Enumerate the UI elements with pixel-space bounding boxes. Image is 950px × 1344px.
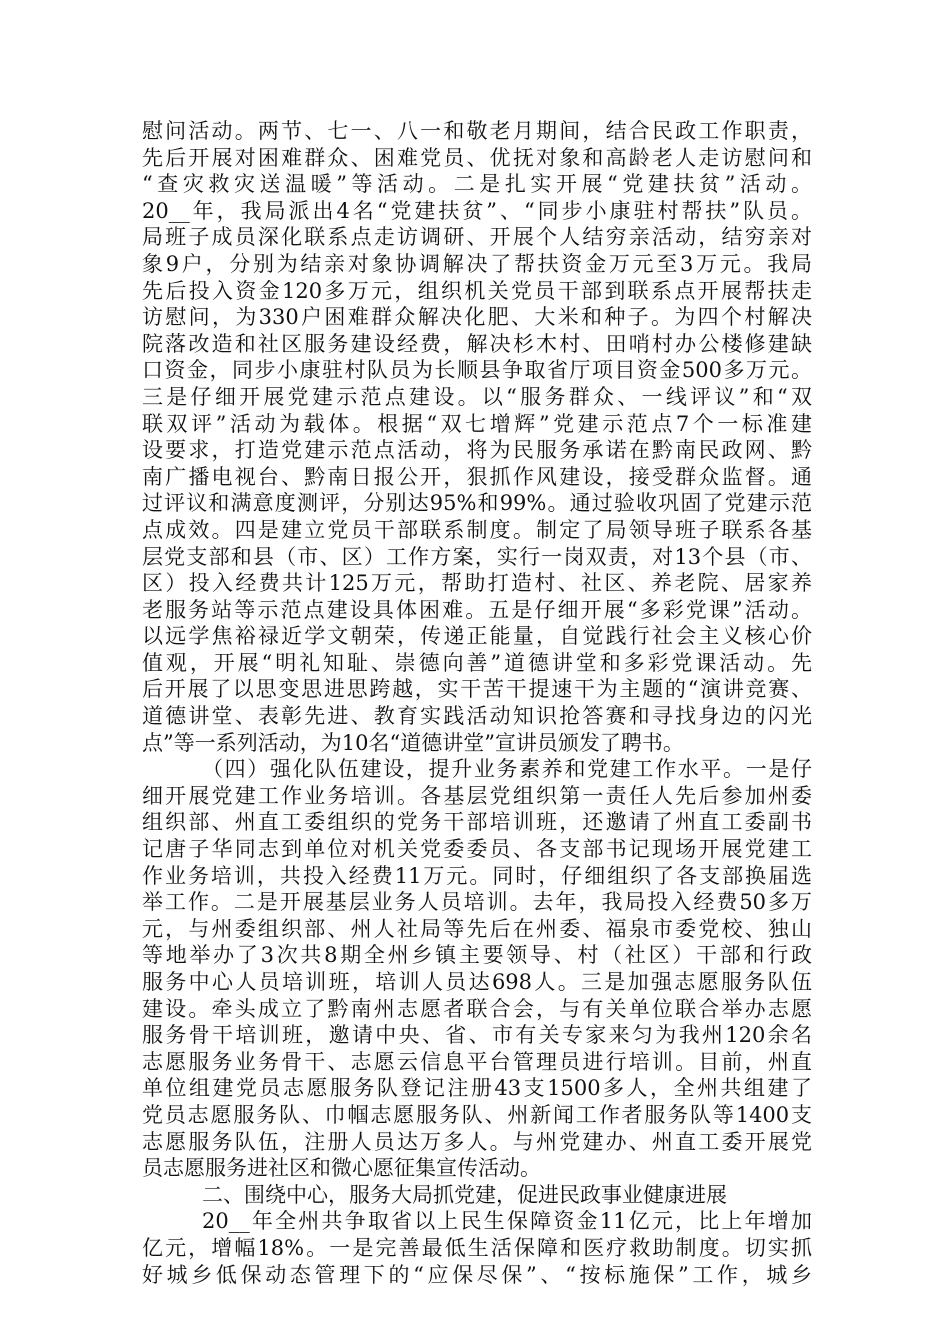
text-line: 以远学焦裕禄近学文朝荣，传递正能量，自觉践行社会主义核心价 — [142, 624, 812, 649]
text-line: 20__年，我局派出4名“党建扶贫”、“同步小康驻村帮扶”队员。 — [142, 198, 812, 223]
text-line: 作业务培训，共投入经费11万元。同时，仔细组织了各支部换届选 — [142, 863, 812, 888]
text-line: 志愿服务业务骨干、志愿云信息平台管理员进行培训。目前，州直 — [142, 1049, 812, 1074]
text-line: 联双评”活动为载体。根据“双七增辉”党建示范点7个一标准建 — [142, 411, 812, 436]
text-line: 服务中心人员培训班，培训人员达698人。三是加强志愿服务队伍 — [142, 970, 812, 994]
text-line: 过评议和满意度测评，分别达95%和99%。通过验收巩固了党建示范 — [142, 491, 812, 516]
text-line: 值观，开展“明礼知耻、崇德向善”道德讲堂和多彩党课活动。先 — [142, 650, 812, 675]
text-line: 组织部、州直工委组织的党务干部培训班，还邀请了州直工委副书 — [142, 810, 812, 835]
text-line: 员志愿服务进社区和微心愿征集宣传活动。 — [142, 1156, 541, 1181]
text-line: 党员志愿服务队、巾帼志愿服务队、州新闻工作者服务队等1400支 — [142, 1102, 812, 1127]
text-line: 服务骨干培训班，邀请中央、省、市有关专家来匀为我州120余名 — [142, 1023, 812, 1048]
text-line: 道德讲堂、表彰先进、教育实践活动知识抢答赛和寻找身边的闪光 — [142, 704, 812, 729]
text-line: 老服务站等示范点建设具体困难。五是仔细开展“多彩党课”活动。 — [142, 597, 812, 622]
text-line: 元，与州委组织部、州人社局等先后在州委、福泉市委党校、独山 — [142, 916, 812, 941]
text-line: 层党支部和县（市、区）工作方案，实行一岗双责，对13个县（市、 — [142, 544, 812, 569]
text-line: 访慰问，为330户困难群众解决化肥、大米和种子。为四个村解决 — [142, 305, 812, 330]
section-heading: 二、围绕中心，服务大局抓党建，促进民政事业健康进展 — [202, 1182, 727, 1207]
text-line: 点”等一系列活动，为10名“道德讲堂”宣讲员颁发了聘书。 — [142, 730, 684, 755]
text-line: 三是仔细开展党建示范点建设。以“服务群众、一线评议”和“双 — [142, 384, 812, 409]
document-body — [142, 118, 812, 1288]
text-line: 细开展党建工作业务培训。各基层党组织第一责任人先后参加州委 — [142, 783, 812, 808]
text-line: 象9户，分别为结亲对象协调解决了帮扶资金万元至3万元。我局 — [142, 251, 812, 276]
text-line: 后开展了以思变思进思跨越，实干苦干提速干为主题的“演讲竞赛、 — [142, 677, 812, 702]
paragraph-start-line: 20__年全州共争取省以上民生保障资金11亿元，比上年增加 — [202, 1209, 812, 1234]
text-line: 亿元，增幅18%。一是完善最低生活保障和医疗救助制度。切实抓 — [142, 1235, 812, 1260]
text-line: 记唐子华同志到单位对机关党委委员、各支部书记现场开展党建工 — [142, 837, 812, 862]
text-line: 好城乡低保动态管理下的“应保尽保”、“按标施保”工作，城乡 — [142, 1262, 812, 1287]
text-line: 南广播电视台、黔南日报公开，狠抓作风建设，接受群众监督。通 — [142, 464, 812, 489]
text-line: “查灾救灾送温暖”等活动。二是扎实开展“党建扶贫”活动。 — [142, 172, 812, 197]
text-line: 口资金，同步小康驻村队员为长顺县争取省厅项目资金500多万元。 — [142, 358, 812, 383]
text-line: 单位组建党员志愿服务队登记注册43支1500多人，全州共组建了 — [142, 1076, 812, 1101]
text-line: 局班子成员深化联系点走访调研、开展个人结穷亲活动，结穷亲对 — [142, 225, 812, 250]
text-line: 等地举办了3次共8期全州乡镇主要领导、村（社区）干部和行政 — [142, 943, 812, 968]
text-line: 院落改造和社区服务建设经费，解决杉木村、田哨村办公楼修建缺 — [142, 331, 812, 356]
text-line: 建设。牵头成立了黔南州志愿者联合会，与有关单位联合举办志愿 — [142, 996, 812, 1021]
text-line: 举工作。二是开展基层业务人员培训。去年，我局投入经费50多万 — [142, 890, 812, 915]
text-line: 志愿服务队伍，注册人员达万多人。与州党建办、州直工委开展党 — [142, 1129, 812, 1154]
text-line: 点成效。四是建立党员干部联系制度。制定了局领导班子联系各基 — [142, 517, 812, 542]
text-line: 区）投入经费共计125万元，帮助打造村、社区、养老院、居家养 — [142, 571, 812, 596]
text-line: 设要求，打造党建示范点活动，将为民服务承诺在黔南民政网、黔 — [142, 438, 812, 463]
text-line: 慰问活动。两节、七一、八一和敬老月期间，结合民政工作职责， — [142, 119, 812, 143]
paragraph-start-line: （四）强化队伍建设，提升业务素养和党建工作水平。一是仔 — [202, 757, 812, 782]
text-line: 先后投入资金120多万元，组织机关党员干部到联系点开展帮扶走 — [142, 278, 812, 303]
text-line: 先后开展对困难群众、困难党员、优抚对象和高龄老人走访慰问和 — [142, 145, 812, 170]
